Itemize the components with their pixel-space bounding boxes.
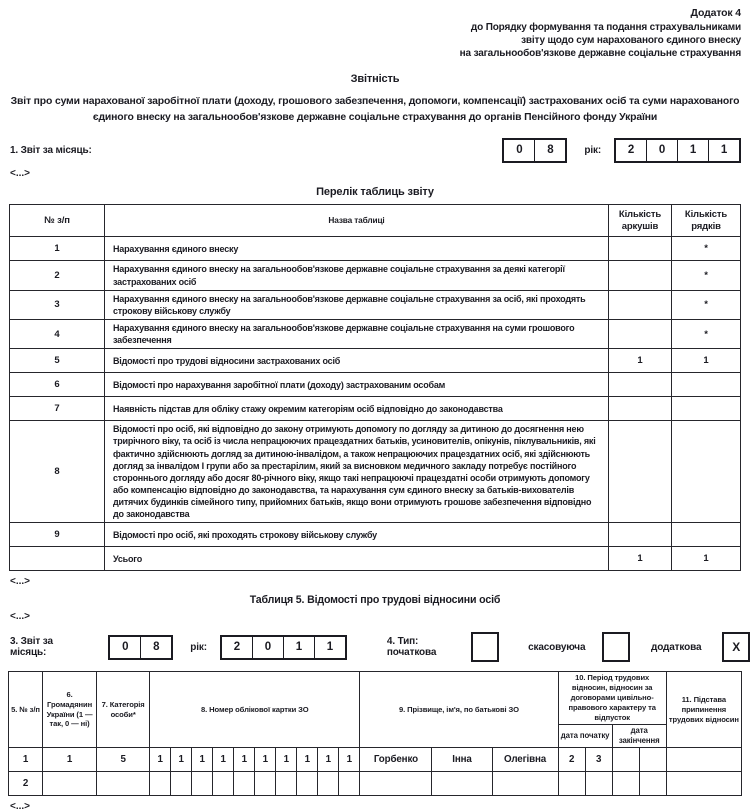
year-digit-box[interactable]: 0 [252, 637, 283, 658]
cell-start-date[interactable]: 3 [585, 747, 612, 771]
table-row [10, 261, 741, 290]
table-header-row [10, 204, 741, 237]
row-lines: * [672, 237, 741, 261]
col-header-sheets: Кількість аркушів [609, 204, 672, 237]
cell-start-date[interactable] [558, 771, 585, 795]
cell-card-digit[interactable] [255, 771, 276, 795]
field1-report-month-row [0, 138, 750, 163]
row-no: 5 [10, 349, 105, 373]
cell-category[interactable]: 5 [97, 747, 150, 771]
year-digit-box[interactable]: 1 [677, 140, 708, 161]
row-no [10, 547, 105, 571]
col-header-fio: 9. Прізвище, ім'я, по батькові ЗО [360, 672, 558, 748]
type-additional-checkbox[interactable]: X [722, 632, 750, 662]
cell-category[interactable] [97, 771, 150, 795]
tables-list-table [9, 204, 741, 572]
col-header-date-start: дата початку [558, 724, 612, 747]
cell-card-digit[interactable] [213, 771, 234, 795]
cell-patronymic[interactable]: Олегівна [492, 747, 558, 771]
table-row [10, 237, 741, 261]
month-digit-box[interactable]: 8 [534, 140, 565, 161]
report-title: Звіт про суми нарахованої заробітної плати (доходу, грошового забезпечення, допомоги, компенсації) застрахованих осіб та суми нарахованого єдиного внеску на загальнообов'язкове державне соціальне страхування до органів Пенсійного фонду України [10, 96, 740, 124]
col-header-name: Назва таблиці [105, 204, 609, 237]
cell-end-date[interactable] [612, 771, 639, 795]
row-name: Наявність підстав для обліку стажу окремим категоріям осіб відповідно до законодавства [105, 397, 609, 421]
col-header-category: 7. Категорія особи* [97, 672, 150, 748]
row-lines [672, 421, 741, 523]
cell-card-digit[interactable]: 1 [339, 747, 360, 771]
col-header-no: № з/п [10, 204, 105, 237]
row-name: Нарахування єдиного внеску [105, 237, 609, 261]
row-name: Відомості про трудові відносини застрахованих осіб [105, 349, 609, 373]
total-sheets: 1 [609, 547, 672, 571]
cell-start-date[interactable] [585, 771, 612, 795]
report-heading: Звітність [350, 73, 400, 86]
year-digit-box[interactable]: 2 [627, 144, 635, 157]
field3-month-boxes [108, 635, 173, 660]
table-row [10, 349, 741, 373]
year-digit-box[interactable]: 2 [233, 641, 241, 654]
table-row [10, 397, 741, 421]
field3-year-boxes [220, 635, 347, 660]
field1-month-boxes [502, 138, 567, 163]
cell-firstname[interactable]: Інна [432, 747, 492, 771]
row-no: 4 [10, 319, 105, 348]
row-no: 7 [10, 397, 105, 421]
total-label: Усього [105, 547, 609, 571]
year-digit-box[interactable]: 1 [283, 637, 314, 658]
cell-card-digit[interactable] [276, 771, 297, 795]
table-row [10, 421, 741, 523]
cell-end-date[interactable] [639, 771, 666, 795]
appendix-number: Додаток 4 [690, 7, 741, 19]
month-digit-box[interactable]: 0 [122, 641, 129, 654]
ellipsis-marker: <...> [10, 167, 31, 179]
row-name: Відомості про нарахування заробітної плати (доходу) застрахованим особам [105, 373, 609, 397]
cell-patronymic[interactable] [492, 771, 558, 795]
col-header-card-number: 8. Номер облікової картки ЗО [150, 672, 360, 748]
row-sheets [609, 523, 672, 547]
appendix-block [0, 0, 750, 60]
col-header-no: 5. № з/п [9, 672, 43, 748]
cell-card-digit[interactable] [339, 771, 360, 795]
cell-reason[interactable] [666, 747, 741, 771]
row-sheets: 1 [609, 349, 672, 373]
ellipsis-marker: <...> [10, 800, 31, 812]
table-row [10, 290, 741, 319]
col-header-period: 10. Період трудових відносин, відносин за договорами цивільно-правового характеру та відпусток [558, 672, 666, 724]
cell-card-digit[interactable]: 1 [213, 747, 234, 771]
row-sheets [609, 373, 672, 397]
field4-type-label: 4. Тип: початкова [386, 636, 437, 659]
field3-year-label: рік: [190, 641, 207, 653]
field3-label: 3. Звіт за місяць: [10, 636, 53, 659]
year-digit-box[interactable]: 1 [314, 637, 345, 658]
cell-card-digit[interactable]: 1 [255, 747, 276, 771]
row-lines [672, 397, 741, 421]
row-lines: * [672, 290, 741, 319]
row-no: 2 [10, 261, 105, 290]
row-no: 3 [10, 290, 105, 319]
row-sheets [609, 421, 672, 523]
table5-data-row [9, 771, 742, 795]
cell-card-digit[interactable]: 1 [171, 747, 192, 771]
cell-no[interactable]: 1 [9, 747, 43, 771]
field1-year-label: рік: [584, 144, 601, 156]
cell-surname[interactable]: Горбенко [360, 747, 432, 771]
cell-card-digit[interactable]: 1 [150, 747, 171, 771]
cell-end-date[interactable] [612, 747, 639, 771]
table5 [8, 671, 742, 796]
year-digit-box[interactable]: 0 [646, 140, 677, 161]
row-sheets [609, 237, 672, 261]
cell-card-digit[interactable] [150, 771, 171, 795]
year-digit-box[interactable]: 1 [708, 140, 739, 161]
row-name: Нарахування єдиного внеску на загальнообов'язкове державне соціальне страхування за деякі категорії застрахованих осіб [105, 261, 609, 290]
cell-surname[interactable] [360, 771, 432, 795]
row-name: Нарахування єдиного внеску на загальнообов'язкове державне соціальне страхування за осіб, які проходять строкову військову службу [105, 290, 609, 319]
row-no: 1 [10, 237, 105, 261]
row-sheets [609, 261, 672, 290]
cell-reason[interactable] [666, 771, 741, 795]
row-sheets [609, 397, 672, 421]
row-name: Відомості про осіб, які проходять строкову військову службу [105, 523, 609, 547]
field1-year-boxes [614, 138, 741, 163]
table5-header-row1 [9, 672, 742, 724]
ellipsis-marker: <...> [10, 576, 31, 588]
cell-card-digit[interactable] [234, 771, 255, 795]
col-header-date-end: дата закінчення [612, 724, 666, 747]
cell-end-date[interactable] [639, 747, 666, 771]
cell-card-digit[interactable] [171, 771, 192, 795]
cell-card-digit[interactable]: 1 [297, 747, 318, 771]
row-no: 6 [10, 373, 105, 397]
cell-citizen[interactable]: 1 [43, 747, 97, 771]
month-digit-box[interactable]: 0 [516, 144, 523, 157]
cell-citizen[interactable] [43, 771, 97, 795]
col-header-reason: 11. Підстава припинення трудових відносин [666, 672, 741, 748]
field1-label: 1. Звіт за місяць: [10, 144, 92, 156]
table5-heading: Таблиця 5. Відомості про трудові відносини осіб [249, 594, 501, 607]
cell-start-date[interactable]: 2 [558, 747, 585, 771]
row-lines [672, 373, 741, 397]
row-sheets [609, 319, 672, 348]
row-lines [672, 523, 741, 547]
type-additional-label: додаткова [651, 641, 702, 653]
row-sheets [609, 290, 672, 319]
row-no: 8 [10, 421, 105, 523]
cell-card-digit[interactable] [192, 771, 213, 795]
type-cancel-label: скасовуюча [528, 641, 586, 653]
tables-list-heading: Перелік таблиць звіту [316, 185, 434, 198]
row-lines: * [672, 319, 741, 348]
table-row [10, 319, 741, 348]
cell-no[interactable]: 2 [9, 771, 43, 795]
row-lines: 1 [672, 349, 741, 373]
table5-data-row [9, 747, 742, 771]
cell-card-digit[interactable] [297, 771, 318, 795]
type-cancel-checkbox[interactable] [602, 632, 630, 662]
col-header-citizen: 6. Громадянин України (1 — так, 0 — ні) [43, 672, 97, 748]
appendix-line: звіту щодо сум нарахованого єдиного внеску [521, 35, 741, 47]
type-initial-checkbox[interactable] [471, 632, 499, 662]
month-digit-box[interactable]: 8 [140, 637, 171, 658]
table-row [10, 373, 741, 397]
ellipsis-marker: <...> [10, 611, 31, 623]
appendix-line: до Порядку формування та подання страхувальниками [470, 21, 741, 33]
row-lines: * [672, 261, 741, 290]
row-name: Нарахування єдиного внеску на загальнообов'язкове державне соціальне страхування на суми грошового забезпечення [105, 319, 609, 348]
field3-field4-row [0, 632, 750, 662]
total-lines: 1 [672, 547, 741, 571]
row-name: Відомості про осіб, які відповідно до закону отримують допомогу по догляду за дитиною до досягнення нею трирічного віку, та осіб із числа непрацюючих працездатних батьків, усиновителів, опікунів, піклувальників, які фактично здійснюють догляд за дитиною-інвалідом, а також непрацюючих працездатних осіб, які здійснюють догляд за інвалідом І групи або за престарілим, який за висновком медичного закладу потребує постійного стороннього догляду або досяг 80-річного віку, якщо такі непрацюючі працездатні особи отримують допомогу або компенсацію відповідно до законодавства, та нарахування сум єдиного внеску за батьків-вихователів дитячих будинків сімейного типу, прийомних батьків, якщо вони отримують грошове забезпечення відповідно до законодавства [105, 421, 609, 523]
table-total-row [10, 547, 741, 571]
cell-card-digit[interactable] [318, 771, 339, 795]
row-no: 9 [10, 523, 105, 547]
cell-card-digit[interactable]: 1 [192, 747, 213, 771]
cell-card-digit[interactable]: 1 [318, 747, 339, 771]
cell-firstname[interactable] [432, 771, 492, 795]
col-header-lines: Кількість рядків [672, 204, 741, 237]
cell-card-digit[interactable]: 1 [234, 747, 255, 771]
table-row [10, 523, 741, 547]
appendix-line: на загальнообов'язкове державне соціальне страхування [459, 48, 741, 60]
cell-card-digit[interactable]: 1 [276, 747, 297, 771]
